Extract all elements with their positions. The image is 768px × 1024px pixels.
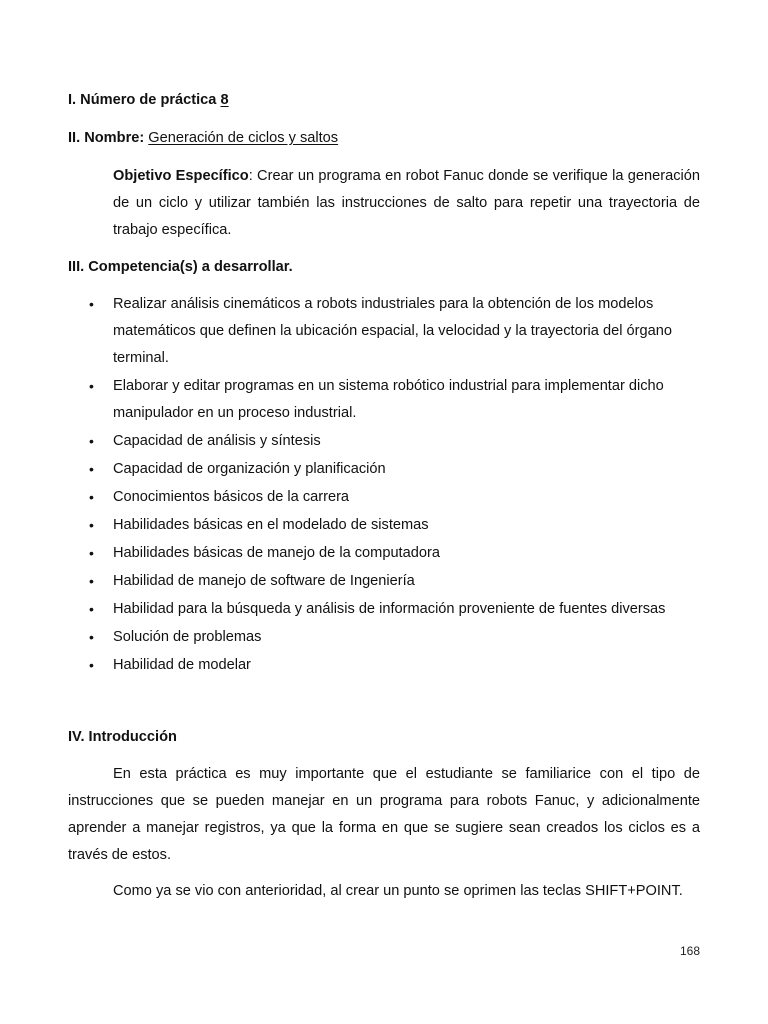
bullet-icon: •: [89, 573, 94, 589]
competency-item: [0, 624, 673, 651]
competency-item: [0, 373, 673, 427]
competency-text: Habilidad para la búsqueda y análisis de información proveniente de fuentes diversas: [113, 601, 666, 617]
practice-name-value: Generación de ciclos y saltos: [148, 130, 339, 146]
competency-item: [0, 456, 673, 483]
competency-item: [0, 596, 673, 623]
practice-number-heading: [68, 92, 229, 108]
competency-text: Solución de problemas: [113, 629, 262, 645]
competency-item: [0, 428, 673, 455]
page-number: 168: [679, 944, 700, 958]
competency-text: Conocimientos básicos de la carrera: [113, 489, 350, 505]
practice-name-label: II. Nombre:: [68, 130, 145, 146]
objective-text: : Crear un programa en robot Fanuc donde se verifique la generación de un ciclo y utilizar también las instrucciones de salto para repetir una trayectoria de trabajo específica.: [113, 168, 701, 238]
competency-item: [0, 512, 673, 539]
intro-paragraph-2: Como ya se vio con anterioridad, al crear un punto se oprimen las teclas SHIFT+POINT.: [113, 883, 683, 899]
bullet-icon: •: [89, 489, 94, 505]
competency-item: [0, 568, 673, 595]
bullet-icon: •: [89, 461, 94, 477]
competencies-heading: III. Competencia(s) a desarrollar.: [68, 259, 293, 275]
practice-number-value: 8: [220, 92, 229, 108]
competencies-list: [0, 291, 768, 680]
practice-name-heading: [68, 130, 338, 146]
competency-text: Habilidades básicas de manejo de la computadora: [113, 545, 440, 561]
practice-number-label: I. Número de práctica: [68, 92, 217, 108]
competency-text: Capacidad de análisis y síntesis: [113, 433, 321, 449]
competency-item: [0, 652, 673, 679]
introduction-heading: IV. Introducción: [68, 729, 177, 745]
competency-text: Capacidad de organización y planificación: [113, 461, 386, 477]
competency-item: [0, 291, 673, 372]
objective-label: Objetivo Específico: [113, 168, 249, 184]
bullet-icon: •: [89, 545, 94, 561]
objective-paragraph: [113, 163, 700, 244]
bullet-icon: •: [89, 601, 94, 617]
competency-text: Habilidades básicas en el modelado de sistemas: [113, 517, 429, 533]
bullet-icon: •: [89, 433, 94, 449]
competency-item: [0, 540, 673, 567]
competency-text: Realizar análisis cinemáticos a robots industriales para la obtención de los modelos matemáticos que definen la ubicación espacial, la velocidad y la trayectoria del órgano terminal.: [113, 296, 672, 366]
bullet-icon: •: [89, 657, 94, 673]
bullet-icon: •: [89, 629, 94, 645]
intro-paragraph-1: En esta práctica es muy importante que el estudiante se familiarice con el tipo de instrucciones que se pueden manejar en un programa para robots Fanuc, y adicionalmente aprender a manejar registros, ya que la forma en que se sugiere sean creados los ciclos es a través de estos.: [68, 766, 700, 863]
bullet-icon: •: [89, 296, 94, 312]
bullet-icon: •: [89, 517, 94, 533]
competency-text: Habilidad de modelar: [113, 657, 251, 673]
bullet-icon: •: [89, 378, 94, 394]
competency-item: [0, 484, 673, 511]
competency-text: Habilidad de manejo de software de Ingeniería: [113, 573, 415, 589]
competency-text: Elaborar y editar programas en un sistema robótico industrial para implementar dicho manipulador en un proceso industrial.: [113, 378, 664, 421]
